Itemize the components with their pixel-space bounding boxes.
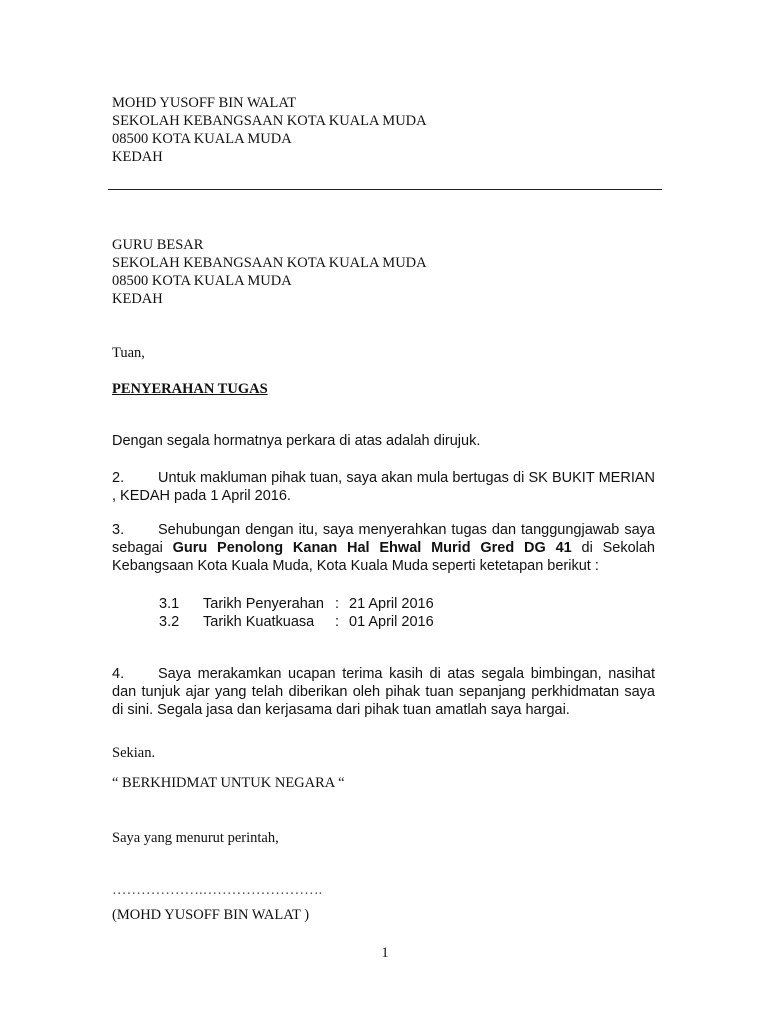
page-number: 1 bbox=[381, 945, 389, 961]
motto: “ BERKHIDMAT UNTUK NEGARA “ bbox=[112, 775, 345, 791]
sender-address bbox=[112, 94, 427, 166]
sender-name: MOHD YUSOFF BIN WALAT bbox=[112, 95, 297, 111]
closing: Sekian. bbox=[112, 745, 156, 761]
recipient-state: KEDAH bbox=[112, 291, 163, 307]
sender-school: SEKOLAH KEBANGSAAN KOTA KUALA MUDA bbox=[112, 113, 427, 129]
paragraph-4-number: 4. bbox=[112, 666, 125, 682]
list-item bbox=[159, 613, 434, 631]
item-value: 21 April 2016 bbox=[349, 596, 434, 612]
subject-heading bbox=[112, 380, 268, 398]
paragraph-2 bbox=[112, 469, 655, 505]
recipient-school: SEKOLAH KEBANGSAAN KOTA KUALA MUDA bbox=[112, 255, 427, 271]
sign-off: Saya yang menurut perintah, bbox=[112, 830, 279, 846]
recipient-title: GURU BESAR bbox=[112, 237, 204, 253]
paragraph-4 bbox=[112, 665, 655, 719]
paragraph-3-number: 3. bbox=[112, 522, 125, 538]
item-number: 3.1 bbox=[159, 596, 180, 612]
recipient-address bbox=[112, 236, 427, 308]
paragraph-2-number: 2. bbox=[112, 470, 125, 486]
sender-state: KEDAH bbox=[112, 149, 163, 165]
item-value: 01 April 2016 bbox=[349, 614, 434, 630]
header-divider bbox=[108, 189, 662, 190]
paragraph-1: Dengan segala hormatnya perkara di atas adalah dirujuk. bbox=[112, 433, 481, 449]
dates-list bbox=[159, 595, 434, 631]
item-label: Tarikh Kuatkuasa bbox=[203, 614, 315, 630]
salutation: Tuan, bbox=[112, 345, 145, 361]
paragraph-2-text: Untuk makluman pihak tuan, saya akan mula bertugas di SK BUKIT MERIAN , KEDAH pada 1 April 2016. bbox=[112, 470, 655, 504]
item-number: 3.2 bbox=[159, 614, 180, 630]
list-item bbox=[159, 595, 434, 613]
item-separator: : bbox=[335, 614, 340, 630]
paragraph-3-position: Guru Penolong Kanan Hal Ehwal Murid Gred DG 41 bbox=[172, 540, 572, 556]
paragraph-3 bbox=[112, 521, 655, 575]
recipient-postcode-city: 08500 KOTA KUALA MUDA bbox=[112, 273, 292, 289]
paragraph-3-text-after: di Sekolah Kebangsaan Kota Kuala Muda, Kota Kuala Muda seperti ketetapan berikut : bbox=[112, 540, 655, 574]
item-separator: : bbox=[335, 596, 340, 612]
subject-text: PENYERAHAN TUGAS bbox=[112, 381, 268, 397]
paragraph-3-text-before: Sehubungan dengan itu, saya menyerahkan tugas dan tanggungjawab saya sebagai bbox=[112, 522, 655, 556]
signatory-name: (MOHD YUSOFF BIN WALAT ) bbox=[112, 907, 310, 923]
item-label: Tarikh Penyerahan bbox=[203, 596, 324, 612]
paragraph-4-text: Saya merakamkan ucapan terima kasih di atas segala bimbingan, nasihat dan tunjuk ajar yang telah diberikan oleh pihak tuan sepanjang perkhidmatan saya di sini. Segala jasa dan kerjasama dari pihak tuan amatlah saya hargai. bbox=[112, 666, 655, 718]
sender-postcode-city: 08500 KOTA KUALA MUDA bbox=[112, 131, 292, 147]
signature-line: ……………….……………………. bbox=[112, 882, 323, 898]
